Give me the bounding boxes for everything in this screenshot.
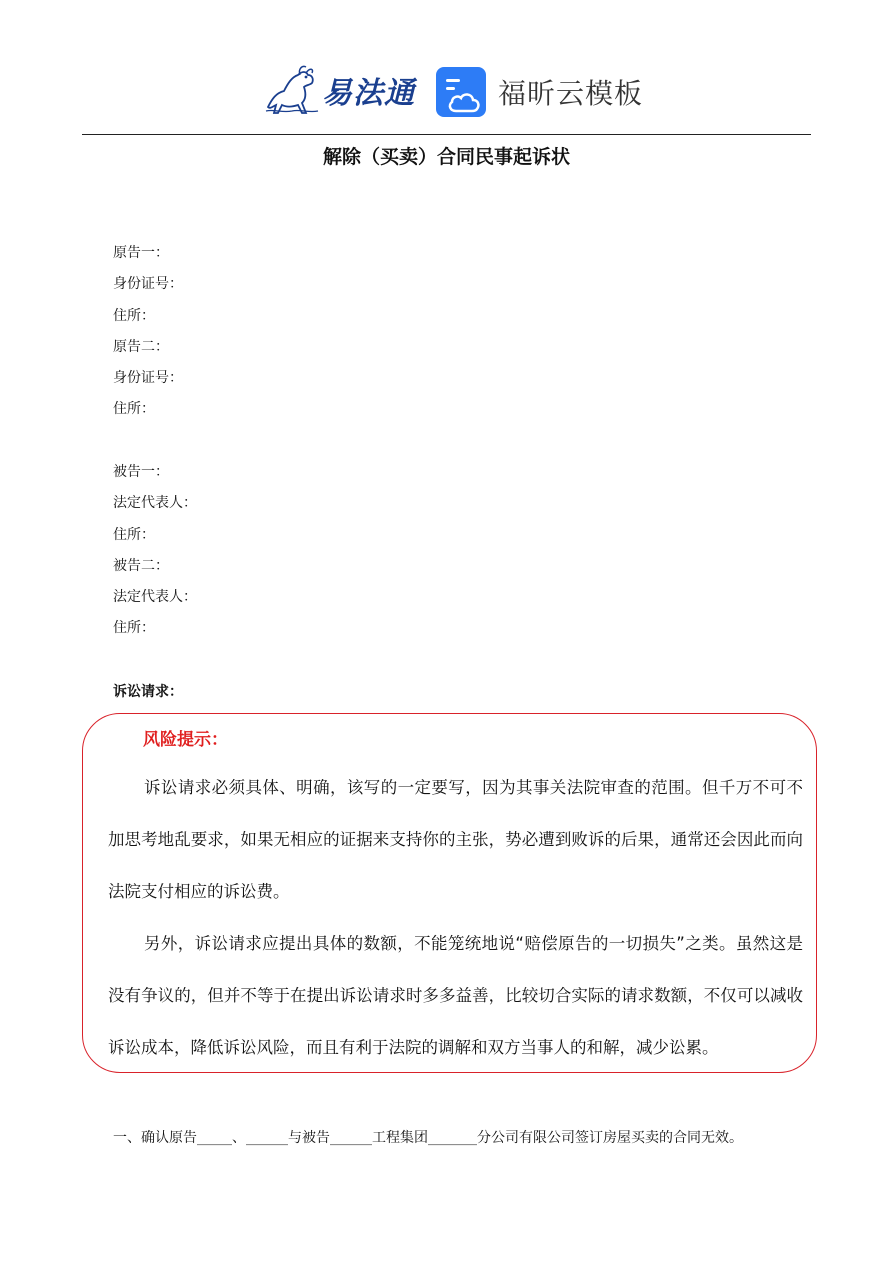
page-header — [0, 58, 893, 124]
plaintiff-2-label: 原告二： — [113, 339, 169, 355]
yifatong-brand-text: 易法通 — [322, 76, 415, 111]
plaintiff-1-label: 原告一： — [113, 245, 169, 261]
risk-notice-title: 风险提示： — [143, 730, 228, 750]
fuxin-brand-text: 福昕云模板 — [498, 77, 644, 110]
plaintiff-2-address-label: 住所： — [113, 401, 155, 417]
defendant-2-label: 被告二： — [113, 558, 169, 574]
defendant-1-representative-label: 法定代表人： — [113, 495, 197, 511]
defendant-2-address-label: 住所： — [113, 620, 155, 636]
header-divider — [82, 134, 811, 135]
plaintiff-1-id-label: 身份证号： — [113, 276, 183, 292]
risk-notice-paragraph-2: 另外，诉讼请求应提出具体的数额，不能笼统地说“赔偿原告的一切损失”之类。虽然这是没有争议的，但并不等于在提出诉讼请求时多多益善，比较切合实际的请求数额，不仅可以减收诉讼成本，降低诉讼风险，而且有利于法院的调解和双方当事人的和解，减少讼累。 — [108, 934, 803, 1057]
fuxin-logo — [436, 66, 643, 118]
defendant-1-address-label: 住所： — [113, 527, 155, 543]
cloud-document-icon — [436, 67, 486, 117]
defendant-1-label: 被告一： — [113, 464, 169, 480]
claim-item-1: 一、确认原告_____、______与被告______工程集团_______分公司有限公司签订房屋买卖的合同无效。 — [113, 1130, 743, 1146]
risk-notice-paragraph-1: 诉讼请求必须具体、明确，该写的一定要写，因为其事关法院审查的范围。但千万不可不加思考地乱要求，如果无相应的证据来支持你的主张，势必遭到败诉的后果，通常还会因此而向法院支付相应的诉讼费。 — [108, 778, 803, 901]
plaintiff-1-address-label: 住所： — [113, 308, 155, 324]
qilin-mascot-icon — [262, 63, 320, 117]
yifatong-logo — [262, 62, 415, 118]
plaintiff-2-id-label: 身份证号： — [113, 370, 183, 386]
claims-heading: 诉讼请求： — [113, 684, 183, 700]
document-title: 解除（买卖）合同民事起诉状 — [322, 146, 570, 168]
defendant-2-representative-label: 法定代表人： — [113, 589, 197, 605]
